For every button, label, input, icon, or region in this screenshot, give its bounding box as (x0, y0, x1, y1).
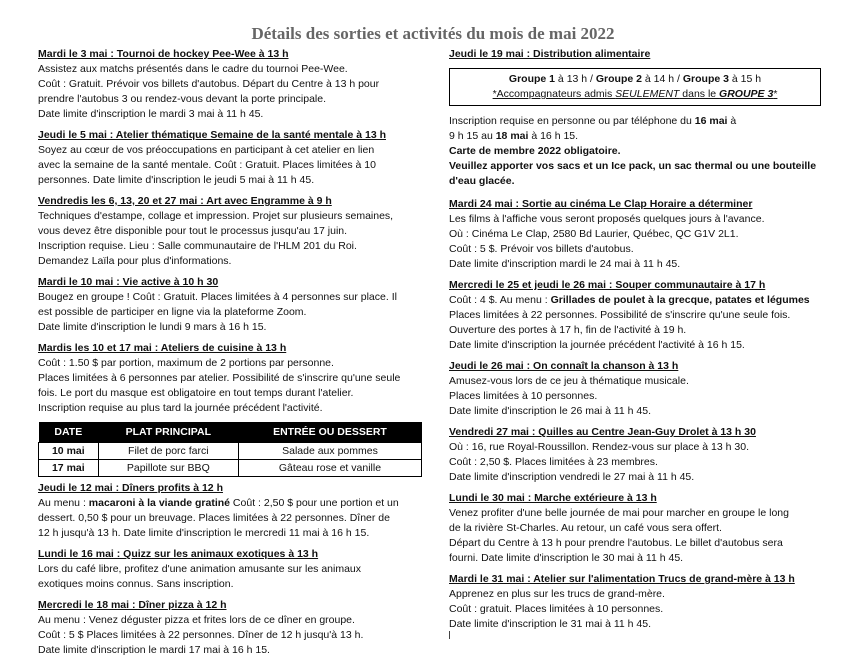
text-run: dans le (679, 88, 720, 100)
activity-text: est possible de participer en ligne via la plateforme Zoom. (38, 306, 307, 318)
text-run-bold: Grillades de poulet à la grecque, patates et légumes (550, 294, 810, 306)
text-run: Coût : 2,50 $ pour une portion et un (230, 497, 399, 509)
groups-box (449, 68, 821, 106)
activity-text: Inscription requise au plus tard la journée précédent l'activité. (38, 402, 323, 414)
cooking-menu-table (38, 422, 422, 477)
activity-profit-dinner (38, 481, 420, 541)
activity-text: Coût : 1.50 $ par portion, maximum de 2 portions par personne. (38, 357, 334, 369)
activity-grandma-tips (449, 572, 839, 632)
text-run-bold: macaroni à la viande gratiné (88, 497, 231, 509)
activity-quiz (38, 547, 420, 592)
activity-hockey (38, 47, 420, 122)
activity-text: Date limite d'inscription le mardi 3 mai à 11 h 45. (38, 108, 264, 120)
activity-bowling (449, 425, 839, 485)
activity-text: Coût : Gratuit. Prévoir vos billets d'autobus. Départ du Centre à 13 h pour (38, 78, 380, 90)
activity-text: Départ du Centre à 13 h pour prendre l'autobus. Le billet d'autobus sera (449, 537, 783, 549)
column-header: DATE (39, 422, 99, 443)
activity-heading: Mercredi le 25 et jeudi le 26 mai : Souper communautaire à 17 h (449, 279, 766, 291)
activity-text: Date limite d'inscription la journée précédent l'activité à 16 h 15. (449, 339, 745, 351)
activity-heading: Mardis les 10 et 17 mai : Ateliers de cuisine à 13 h (38, 342, 287, 354)
activity-text: Places limitées à 22 personnes. Possibilité de s'inscrire qu'une seule fois. (449, 309, 791, 321)
text-run: à 13 h / (555, 73, 596, 85)
text-run-bold: Groupe 2 (595, 73, 642, 85)
groups-schedule (450, 72, 820, 87)
activity-text: 12 h jusqu'à 13 h. Date limite d'inscription le mercredi 11 mai à 16 h 15. (38, 527, 370, 539)
text-run-bold: 18 mai (495, 130, 529, 142)
activity-cooking (38, 341, 420, 477)
activity-text: de la rivière St-Charles. Au retour, un café vous sera offert. (449, 522, 722, 534)
activity-text: Inscription requise. Lieu : Salle communautaire de l'HLM 201 du Roi. (38, 240, 357, 252)
activity-text: Au menu : Venez déguster pizza et frites lors de ce dîner en groupe. (38, 614, 355, 626)
activity-heading: Jeudi le 12 mai : Dîners profits à 12 h (38, 482, 223, 494)
activity-heading: Vendredi 27 mai : Quilles au Centre Jean-Guy Drolet à 13 h 30 (449, 426, 756, 438)
text-run: Coût : 4 $. Au menu : (449, 294, 551, 306)
activity-text (449, 114, 839, 129)
activity-text: Coût : 2,50 $. Places limitées à 23 membres. (449, 456, 658, 468)
activity-walk (449, 491, 839, 566)
activity-text: vous devez être disponible pour tout le processus jusqu'au 17 juin. (38, 225, 348, 237)
table-cell: 10 mai (39, 443, 99, 460)
activity-text: Venez profiter d'une belle journée de mai pour marcher en groupe le long (449, 507, 789, 519)
activity-text: prendre l'autobus 3 ou rendez-vous devant la porte principale. (38, 93, 327, 105)
activity-pizza (38, 598, 420, 658)
activity-heading: Jeudi le 19 mai : Distribution alimentaire (449, 48, 651, 60)
text-run-italic: SEULEMENT (615, 88, 680, 100)
activity-text: fourni. Date limite d'inscription le 30 mai à 11 h 45. (449, 552, 684, 564)
activity-heading: Mardi le 31 mai : Atelier sur l'alimentation Trucs de grand-mère à 13 h (449, 573, 795, 585)
activity-text (449, 129, 839, 144)
activity-text: Coût : 5 $ Places limitées à 22 personnes. Dîner de 12 h jusqu'à 13 h. (38, 629, 364, 641)
text-run: à 14 h / (641, 73, 683, 85)
activity-heading: Mardi le 10 mai : Vie active à 10 h 30 (38, 276, 219, 288)
text-run-bold-italic: GROUPE 3 (719, 88, 774, 100)
page-title: Détails des sorties et activités du mois de mai 2022 (251, 24, 615, 43)
activity-text: Ouverture des portes à 17 h, fin de l'activité à 19 h. (449, 324, 687, 336)
text-run: à (727, 115, 737, 127)
text-run: Au menu : (38, 497, 89, 509)
activity-text: fois. Le port du masque est obligatoire en tout temps durant l'atelier. (38, 387, 354, 399)
table-cell: Salade aux pommes (238, 443, 421, 460)
text-run: * (773, 88, 778, 100)
table-cell: 17 mai (39, 460, 99, 477)
table-header-row (39, 422, 422, 443)
activity-food-distribution (449, 47, 839, 189)
activity-heading: Jeudi le 5 mai : Atelier thématique Semaine de la santé mentale à 13 h (38, 129, 386, 141)
activity-text: Les films à l'affiche vous seront proposés quelques jours à l'avance. (449, 213, 765, 225)
activity-heading: Lundi le 30 mai : Marche extérieure à 13 h (449, 492, 657, 504)
activity-text (38, 496, 420, 511)
activity-text-bold: Veuillez apporter vos sacs et un Ice pack, un sac thermal ou une bouteille (449, 160, 817, 172)
activity-text: Apprenez en plus sur les trucs de grand-mère. (449, 588, 665, 600)
text-run: à 16 h 15. (528, 130, 579, 142)
column-header: ENTRÉE OU DESSERT (238, 422, 421, 443)
column-header: PLAT PRINCIPAL (98, 422, 238, 443)
text-run-bold: 16 mai (694, 115, 728, 127)
table-cell: Filet de porc farci (98, 443, 238, 460)
activity-heading: Mardi 24 mai : Sortie au cinéma Le Clap Horaire a déterminer (449, 198, 753, 210)
activity-text: Lors du café libre, profitez d'une animation amusante sur les animaux (38, 563, 362, 575)
activity-heading: Lundi le 16 mai : Quizz sur les animaux exotiques à 13 h (38, 548, 319, 560)
activity-text: Date limite d'inscription le 31 mai à 11 h 45. (449, 618, 651, 630)
text-cursor (449, 631, 450, 639)
activity-cinema (449, 197, 839, 272)
table-cell: Papillote sur BBQ (98, 460, 238, 477)
activity-song-game (449, 359, 839, 419)
activity-community-supper (449, 278, 839, 353)
activity-text: avec la semaine de la santé mentale. Coût : Gratuit. Places limitées à 10 (38, 159, 376, 171)
activity-text: Places limitées à 10 personnes. (449, 390, 598, 402)
activity-text: Assistez aux matchs présentés dans le cadre du tournoi Pee-Wee. (38, 63, 348, 75)
left-column (38, 47, 420, 664)
activity-text: Date limite d'inscription le mardi 17 mai à 16 h 15. (38, 644, 270, 656)
activity-text: personnes. Date limite d'inscription le jeudi 5 mai à 11 h 45. (38, 174, 315, 186)
activity-text: Date limite d'inscription le 26 mai à 11 h 45. (449, 405, 651, 417)
activity-text: Coût : 5 $. Prévoir vos billets d'autobus. (449, 243, 634, 255)
activity-text: Bougez en groupe ! Coût : Gratuit. Places limitées à 4 personnes sur place. Il (38, 291, 397, 303)
activity-text: Date limite d'inscription le lundi 9 mars à 16 h 15. (38, 321, 267, 333)
table-row (39, 460, 422, 477)
activity-text: Où : Cinéma Le Clap, 2580 Bd Laurier, Québec, QC G1V 2L1. (449, 228, 739, 240)
text-run-bold: Groupe 1 (508, 73, 556, 85)
activity-text: exotiques moins connus. Sans inscription. (38, 578, 234, 590)
activity-text-bold: d'eau glacée. (449, 175, 515, 187)
activity-text (449, 293, 839, 308)
text-run: 9 h 15 au (449, 130, 496, 142)
activity-text: Date limite d'inscription vendredi le 27 mai à 11 h 45. (449, 471, 695, 483)
activity-mental-health (38, 128, 420, 188)
activity-text-bold: Carte de membre 2022 obligatoire. (449, 145, 621, 157)
activity-text: Coût : gratuit. Places limitées à 10 personnes. (449, 603, 664, 615)
activity-heading: Vendredis les 6, 13, 20 et 27 mai : Art avec Engramme à 9 h (38, 195, 332, 207)
activity-text: Date limite d'inscription mardi le 24 mai à 11 h 45. (449, 258, 681, 270)
text-run: Inscription requise en personne ou par téléphone du (449, 115, 695, 127)
right-column (449, 47, 839, 638)
activity-text: Soyez au cœur de vos préoccupations en participant à cet atelier en lien (38, 144, 375, 156)
activity-art (38, 194, 420, 269)
text-run: à 15 h (728, 73, 762, 85)
activity-active-life (38, 275, 420, 335)
table-row (39, 443, 422, 460)
text-run-bold: Groupe 3 (682, 73, 729, 85)
activity-heading: Mercredi le 18 mai : Dîner pizza à 12 h (38, 599, 227, 611)
text-run: *Accompagnateurs admis (492, 88, 616, 100)
activity-heading: Jeudi le 26 mai : On connaît la chanson à 13 h (449, 360, 679, 372)
table-cell: Gâteau rose et vanille (238, 460, 421, 477)
activity-text: dessert. 0,50 $ pour un breuvage. Places limitées à 22 personnes. Dîner de (38, 512, 390, 524)
companion-note (450, 87, 820, 102)
activity-text: Places limitées à 6 personnes par atelier. Possibilité de s'inscrire qu'une seule (38, 372, 401, 384)
activity-heading: Mardi le 3 mai : Tournoi de hockey Pee-Wee à 13 h (38, 48, 289, 60)
activity-text: Amusez-vous lors de ce jeu à thématique musicale. (449, 375, 689, 387)
activity-text: Demandez Laïla pour plus d'informations. (38, 255, 232, 267)
activity-text: Où : 16, rue Royal-Roussillon. Rendez-vous sur place à 13 h 30. (449, 441, 749, 453)
activity-text: Techniques d'estampe, collage et impression. Projet sur plusieurs semaines, (38, 210, 394, 222)
